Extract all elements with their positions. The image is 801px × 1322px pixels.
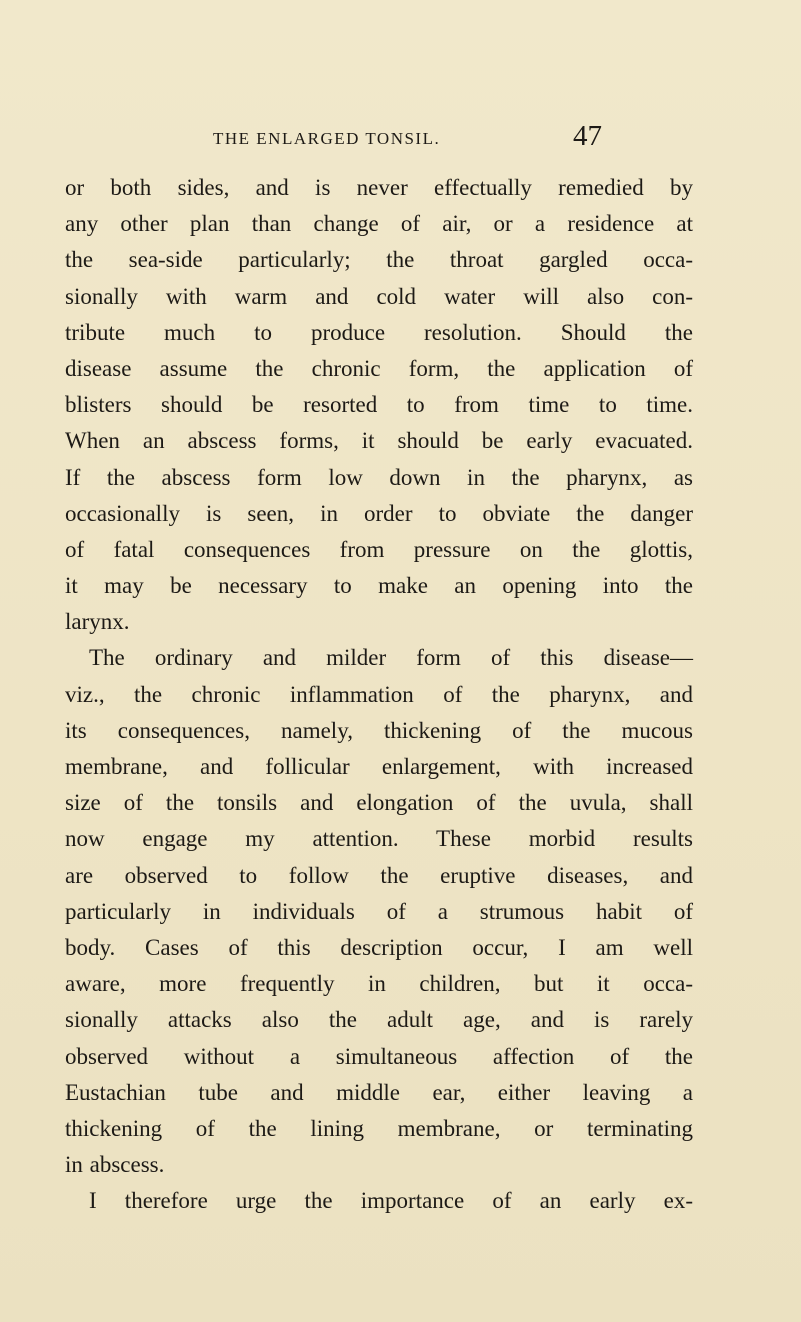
page-header [0,120,801,160]
text-line: size of the tonsils and elongation of the uvula, shall [65,790,693,816]
text-line: it may be necessary to make an opening into the [65,573,693,599]
text-line: membrane, and follicular enlargement, with increased [65,754,693,779]
text-line: observed without a simultaneous affection of the [65,1043,693,1069]
text-line: occasionally is seen, in order to obviate the danger [65,500,693,526]
text-line: are observed to follow the eruptive diseases, and [65,862,693,888]
text-line: its consequences, namely, thickening of the mucous [65,717,693,743]
text-line: sionally attacks also the adult age, and is rarely [65,1007,693,1033]
running-head: THE ENLARGED TONSIL. [213,129,441,148]
text-line: Eustachian tube and middle ear, either leaving a [65,1079,693,1105]
text-line: If the abscess form low down in the pharynx, as [65,464,693,490]
text-line: viz., the chronic inflammation of the pharynx, and [65,681,693,707]
text-line: aware, more frequently in children, but it occa- [65,971,693,997]
text-line: any other plan than change of air, or a residence at [65,211,693,237]
page-number: 47 [573,120,602,152]
text-line: The ordinary and milder form of this disease— [89,645,693,671]
text-line: When an abscess forms, it should be early evacuated. [65,428,693,454]
text-line: now engage my attention. These morbid results [65,826,693,852]
text-line: the sea-side particularly; the throat gargled occa- [65,247,693,273]
text-line: sionally with warm and cold water will also con- [65,283,693,309]
body-text [65,170,693,1219]
text-line: particularly in individuals of a strumous habit of [65,898,693,924]
text-line: tribute much to produce resolution. Should the [65,319,693,345]
text-line: body. Cases of this description occur, I am well [65,934,693,960]
text-line: of fatal consequences from pressure on the glottis, [65,536,693,562]
text-line: larynx. [65,609,130,635]
text-line: or both sides, and is never effectually remedied by [65,175,693,200]
text-line: in abscess. [65,1152,165,1178]
text-line: thickening of the lining membrane, or terminating [65,1115,693,1141]
text-line: disease assume the chronic form, the application of [65,355,693,381]
text-line: blisters should be resorted to from time to time. [65,392,693,418]
text-line: I therefore urge the importance of an early ex- [89,1188,693,1214]
